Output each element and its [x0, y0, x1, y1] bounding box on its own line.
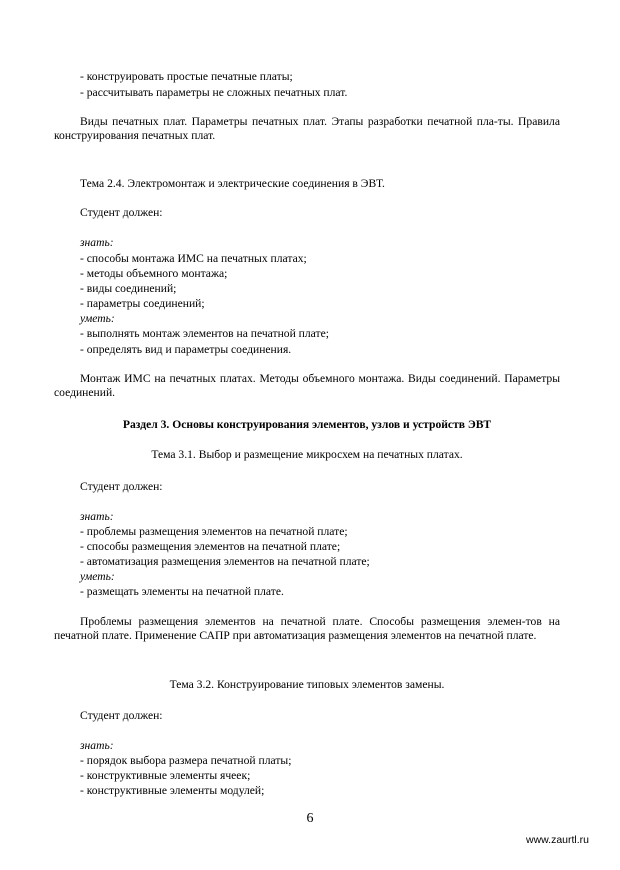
- list-item: - способы монтажа ИМС на печатных платах;: [80, 252, 307, 265]
- list-item: - конструктивные элементы модулей;: [80, 784, 265, 797]
- list-item: - проблемы размещения элементов на печатной плате;: [80, 525, 348, 538]
- able-label: уметь:: [80, 570, 115, 583]
- list-item: - методы объемного монтажа;: [80, 267, 228, 280]
- list-item: - способы размещения элементов на печатной плате;: [80, 540, 341, 553]
- know-label: знать:: [80, 510, 114, 523]
- topic-heading: Тема 2.4. Электромонтаж и электрические соединения в ЭВТ.: [80, 177, 385, 190]
- section-heading: Раздел 3. Основы конструирования элементов, узлов и устройств ЭВТ: [122, 418, 492, 431]
- footer-site-link[interactable]: www.zaurtl.ru: [526, 834, 590, 846]
- list-item: - порядок выбора размера печатной платы;: [80, 754, 292, 767]
- list-item: - конструктивные элементы ячеек;: [80, 769, 251, 782]
- know-label: знать:: [80, 739, 114, 752]
- student-must-label: Студент должен:: [80, 480, 163, 493]
- student-must-label: Студент должен:: [80, 709, 163, 722]
- list-item: - автоматизация размещения элементов на печатной плате;: [80, 555, 370, 568]
- list-item: - виды соединений;: [80, 282, 177, 295]
- list-item: - определять вид и параметры соединения.: [80, 343, 292, 356]
- list-item: - параметры соединений;: [80, 297, 205, 310]
- paragraph: Монтаж ИМС на печатных платах. Методы объемного монтажа. Виды соединений. Параметры соединений.: [54, 372, 560, 399]
- topic-heading: Тема 3.1. Выбор и размещение микросхем на печатных платах.: [151, 448, 463, 461]
- able-label: уметь:: [80, 312, 115, 325]
- list-item: - конструировать простые печатные платы;: [80, 70, 293, 83]
- list-item: - размещать элементы на печатной плате.: [80, 585, 284, 598]
- topic-heading: Тема 3.2. Конструирование типовых элементов замены.: [169, 678, 445, 691]
- know-label: знать:: [80, 236, 114, 249]
- list-item: - рассчитывать параметры не сложных печатных плат.: [80, 86, 348, 99]
- list-item: - выполнять монтаж элементов на печатной плате;: [80, 327, 329, 340]
- page-number: 6: [306, 811, 314, 826]
- student-must-label: Студент должен:: [80, 206, 163, 219]
- paragraph: Виды печатных плат. Параметры печатных плат. Этапы разработки печатной пла-ты. Правила конструирования печатных плат.: [54, 115, 560, 142]
- paragraph: Проблемы размещения элементов на печатной плате. Способы размещения элемен-тов на печатной плате. Применение САПР при автоматизация размещения элементов на печатной плате.: [54, 615, 560, 642]
